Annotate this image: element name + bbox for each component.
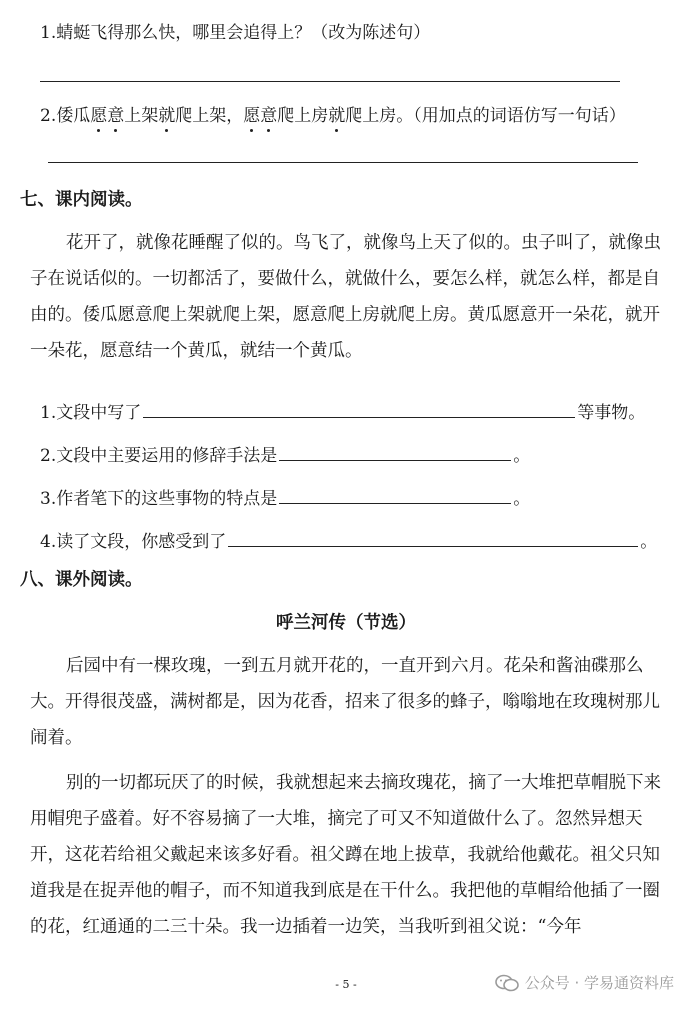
blank-1[interactable]: [143, 399, 575, 418]
blank-2[interactable]: [279, 442, 511, 461]
page-number: - 5 -: [335, 978, 357, 991]
article-title: 呼兰河传（节选）: [276, 613, 416, 633]
dotted-character: 就: [328, 106, 346, 126]
article-paragraph-1: 后园中有一棵玫瑰，一到五月就开花的，一直开到六月。花朵和酱油碟那么大。开得很茂盛，满树都是，因为花香，招来了很多的蜂子，嗡嗡地在玫瑰树那儿闹着。: [30, 656, 660, 748]
reading-question-2: 2.文段中主要运用的修辞手法是 。: [40, 441, 530, 466]
watermark: [495, 972, 674, 993]
blank-3[interactable]: [279, 485, 511, 504]
question-text: [56, 106, 626, 126]
rewrite-question-1: 1.蜻蜓飞得那么快，哪里会追得上？（改为陈述句）: [40, 23, 431, 43]
reading-question-4: 4.读了文段，你感受到了 。: [40, 527, 657, 552]
reading-question-1: 1.文段中写了 等事物。: [40, 398, 645, 423]
answer-line-2[interactable]: [48, 162, 638, 163]
text-segment: 爬上房: [277, 106, 329, 126]
reading-passage: 花开了，就像花睡醒了似的。鸟飞了，就像鸟上天了似的。虫子叫了，就像虫子在说话似的。一切都活了，要做什么，就做什么，要怎么样，就怎么样，都是自由的。倭瓜愿意爬上架就爬上架，愿意爬上房就爬上房。黄瓜愿意开一朵花，就开一朵花，愿意结一个黄瓜，就结一个黄瓜。: [30, 233, 661, 361]
blank-4[interactable]: [228, 528, 638, 547]
watermark-text: 公众号 · 学易通资料库: [524, 974, 674, 992]
text-segment: 倭瓜: [56, 106, 91, 126]
question-number: 2.: [40, 106, 57, 126]
answer-line-1[interactable]: [40, 81, 620, 82]
dotted-character: 愿: [90, 106, 108, 126]
rewrite-question-2: [40, 101, 626, 126]
dotted-character: 意: [107, 106, 125, 126]
section-heading: 七、课内阅读。: [20, 190, 143, 210]
wechat-icon: [495, 974, 519, 992]
dotted-character: 愿: [243, 106, 261, 126]
text-segment: 上架: [124, 106, 159, 126]
dotted-character: 就: [158, 106, 176, 126]
dotted-character: 意: [260, 106, 278, 126]
article-paragraph-2: 别的一切都玩厌了的时候，我就想起来去摘玫瑰花，摘了一大堆把草帽脱下来用帽兜子盛着。好不容易摘了一大堆，摘完了可又不知道做什么了。忽然异想天开，这花若给祖父戴起来该多好看。祖父蹲在地上拔草，我就给他戴花。祖父只知道我是在捉弄他的帽子，而不知道我到底是在干什么。我把他的草帽给他插了一圈的花，红通通的二三十朵。我一边插着一边笑，当我听到祖父说：“今年: [30, 773, 661, 937]
text-segment: 爬上架，: [175, 106, 244, 126]
text-segment: 爬上房。（用加点的词语仿写一句话）: [345, 106, 626, 126]
section-heading-8: 八、课外阅读。: [20, 570, 143, 590]
reading-question-3: 3.作者笔下的这些事物的特点是 。: [40, 484, 530, 509]
